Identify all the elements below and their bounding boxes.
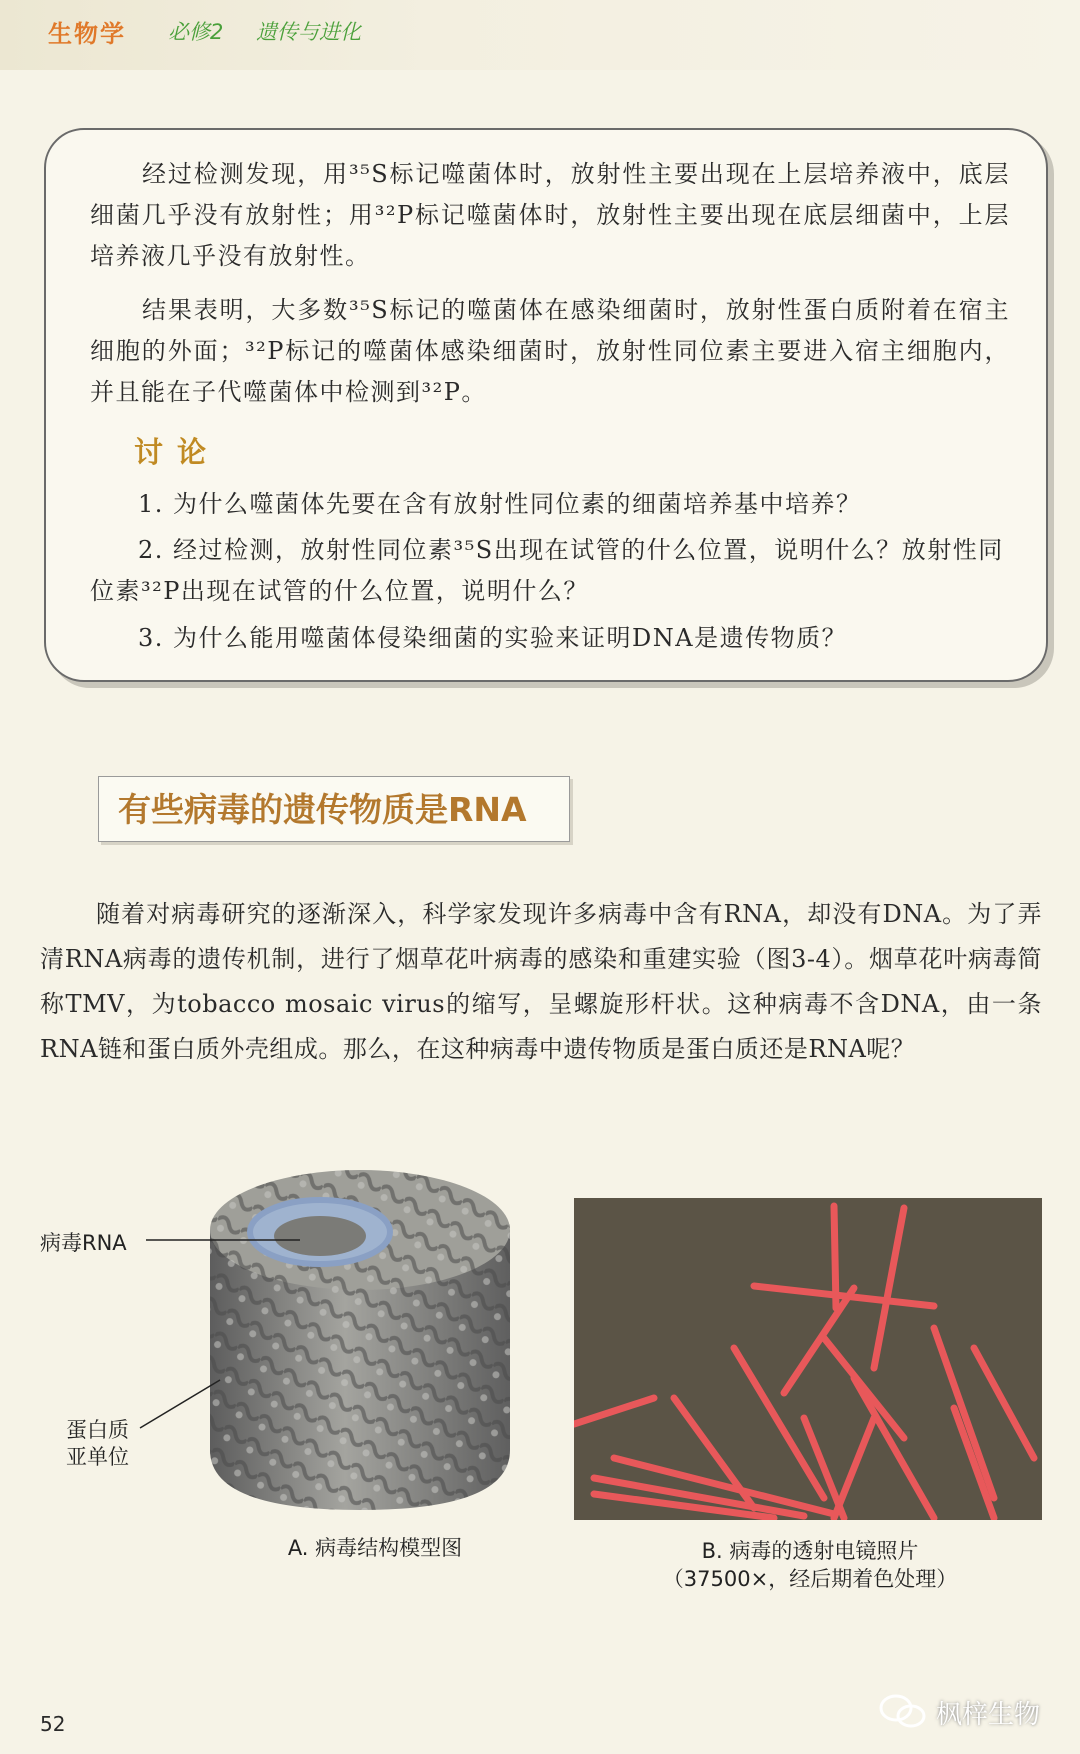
question-2: 2. 经过检测，放射性同位素³⁵S出现在试管的什么位置，说明什么？放射性同位素³²P出现在试管的什么位置，说明什么？ [90,536,1004,605]
caption-a: A. 病毒结构模型图 [287,1536,463,1560]
label-virus-rna: 病毒RNA [40,1231,127,1255]
question-3: 3. 为什么能用噬菌体侵染细菌的实验来证明DNA是遗传物质？ [138,624,848,652]
caption-b-1: B. 病毒的透射电镜照片 [701,1539,919,1563]
section-heading: 有些病毒的遗传物质是RNA [118,790,527,829]
body-paragraph: 随着对病毒研究的逐渐深入，科学家发现许多病毒中含有RNA，却没有DNA。为了弄清RNA病毒的遗传机制，进行了烟草花叶病毒的感染和重建实验（图3-4）。烟草花叶病毒简称TMV，为tobacco mosaic virus的缩写，呈螺旋形杆状。这种病毒不含DNA，由一条RNA链和蛋白质外壳组成。那么，在这种病毒中遗传物质是蛋白质还是RNA呢？ [40,900,1042,1063]
page-header [0,0,1080,70]
caption-b-2: （37500×，经后期着色处理） [662,1567,958,1591]
label-protein-1: 蛋白质 [66,1418,129,1442]
question-1: 1. 为什么噬菌体先要在含有放射性同位素的细菌培养基中培养？ [138,490,862,518]
page-number: 52 [40,1712,66,1736]
book-title: 生物学 [48,20,126,48]
label-protein-2: 亚单位 [66,1445,129,1469]
volume-label: 必修2 [168,20,224,44]
volume-name: 遗传与进化 [256,20,361,44]
watermark: 枫梓生物 [936,1700,1041,1730]
wechat-icon [878,1692,928,1732]
box-paragraph-1: 经过检测发现，用³⁵S标记噬菌体时，放射性主要出现在上层培养液中，底层细菌几乎没有放射性；用³²P标记噬菌体时，放射性主要出现在底层细菌中，上层培养液几乎没有放射性。 [90,160,1010,270]
box-paragraph-2: 结果表明，大多数³⁵S标记的噬菌体在感染细菌时，放射性蛋白质附着在宿主细胞的外面；³²P标记的噬菌体感染细菌时，放射性同位素主要进入宿主细胞内，并且能在子代噬菌体中检测到³²P。 [90,296,1010,406]
virus-rods-image [574,1198,1042,1520]
discussion-heading: 讨论 [134,435,221,469]
electron-micrograph [574,1198,1042,1520]
